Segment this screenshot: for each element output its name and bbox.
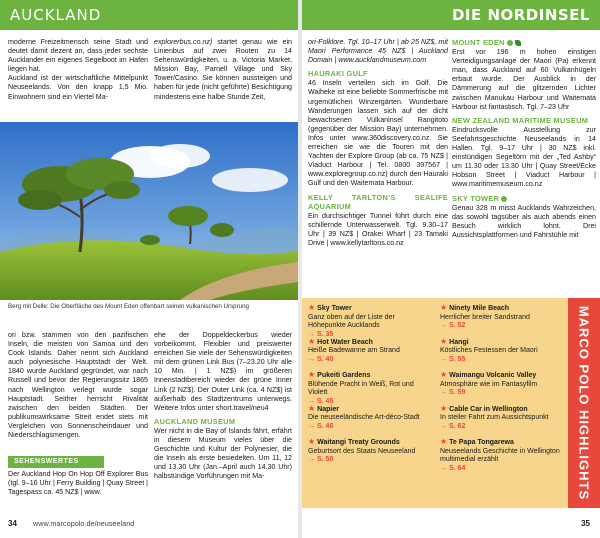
right-page (302, 0, 600, 538)
mount-eden-heading (452, 38, 596, 47)
highlight-title: Sky Tower (317, 305, 352, 312)
maritime-museum-heading: NEW ZEALAND MARITIME MUSEUM (452, 115, 589, 125)
highlight-title: Ninety Mile Beach (449, 305, 510, 312)
star-icon: ★ (308, 370, 316, 379)
sehenswertes-text: Der Auckland Hop On Hop Off Explorer Bus (tgl. 9–16 Uhr | Ferry Building | Quay Street | Tagespass ca. 45 NZ$ | www. (8, 470, 148, 497)
highlight-page-ref-text: S. 35 (317, 330, 334, 338)
left-footer (8, 519, 134, 528)
left-col1-paragraph-2: Auckland ist der wirtschaftliche Mittelpunkt Neuseelands. Von den knapp 1,5 Mio. Einwohnern sind ein Viertel Ma- (8, 74, 148, 101)
highlight-title: Te Papa Tongarewa (449, 439, 514, 446)
left-col1-paragraph-1: moderne Freizeitmensch seine Stadt und deutet damit dezent an, dass jeder sechste Aucklander ein eigenes Segelboot im Hafen liegen hat. (8, 38, 148, 74)
highlight-page-ref[interactable] (308, 456, 434, 465)
highlight-page-ref[interactable] (440, 389, 566, 398)
hauraki-gulf-text: 46 Inseln verteilen sich im Golf. Die Waiheke ist eine beliebte Sommerfrische mit urgemütlichen Winzergärten. Wunderbare Wanderungen lassen sich auf der dicht bewachsenen Vulkaninsel Rangitoto (gegenüber der Mission Bay) unternehmen. Infos unter www.360discovery.co.nz. Sie erreichen sie wie die Touren mit den Yachten der Explore Group (ab ca. 75 NZ$ | Viaduct Harbour | Tel. 0800 397567 | www.exploregroup.co.nz) durch den Hauraki Gulf und den Waitemata Harbour. (308, 79, 448, 188)
arrow-right-icon: → (308, 355, 315, 363)
right-page-number: 35 (581, 519, 590, 528)
sky-tower-text: Genau 328 m misst Aucklands Wahrzeichen, das sowohl tagsüber als auch abends einen Besuch wirklich lohnt. Drei Aussichtsplattformen und Fahrstühle mit (452, 203, 596, 239)
arrow-right-icon: → (308, 456, 315, 464)
left-column-1-top (8, 38, 148, 102)
right-column-2 (452, 38, 596, 240)
highlight-item[interactable] (308, 438, 434, 472)
highlight-description: Geburtsort des Staats Neuseeland (308, 447, 416, 455)
highlight-item[interactable] (308, 304, 434, 338)
star-icon: ★ (440, 370, 448, 379)
highlight-item[interactable] (440, 371, 566, 405)
highlights-column-2 (440, 304, 566, 472)
highlight-item[interactable] (308, 338, 434, 372)
highlight-page-ref-text: S. 59 (449, 389, 466, 397)
left-column-1-bottom: ori bzw. stammen von den pazifischen Inseln, die meisten von Samoa und den Cook Islands. Daher nennt sich Auckland auch polynesische Hauptstadt der Welt. 1840 wurde Auckland gegründet, war nach Russell und bevor der Regierungssitz 1865 nach Wellington verlegt wurde sogar Hauptstadt. Seither herrscht Rivalität zwischen den beiden Städten. Der publikumswirksame Streit endet stets mit Vergleichen von Sonnenscheindauer und Niederschlagsmengen. (8, 331, 148, 440)
arrow-right-icon: → (440, 422, 447, 430)
right-column-1 (308, 38, 448, 248)
green-dot-icon (507, 40, 513, 46)
green-dot-icon (501, 196, 507, 202)
highlight-description: Atmosphäre wie im Fantasyfilm (440, 380, 538, 388)
kelly-tarltons-text: Ein durchsichtiger Tunnel führt durch eine schillernde Unterwasserwelt. Tgl. 9.30–17 Uhr | 39 NZ$ | Orakei Wharf | 23 Tamaki Drive | www.kellytarltons.co.nz (308, 211, 448, 247)
leaf-icon (515, 40, 521, 46)
highlight-title: Hot Water Beach (317, 338, 373, 346)
maritime-museum-text: Eindrucksvolle Ausstellung zur Seefahrtsgeschichte Neuseelands in 14 Hallen. Tgl. 9–17 Uhr | 30 NZ$ inkl. einstündigen Segeltörn mit der „Ted Ashby“ um 11.30 oder 13.30 Uhr | Quay Street/Ecke Hobson Street | Viaduct Harbour | www.maritimemuseum.co.nz (452, 125, 596, 189)
left-col2-bottom-paragraph: ehe der Doppeldeckerbus wieder vorbeikommt. Flexibler und preiswerter erreichen Sie viele der Sehenswürdigkeiten mit dem grünen Link Bus (7–23.20 Uhr alle 10 Min. | 1 NZ$) im größeren Innenstadtbereich wieder der grüne Inner Link (2 NZ$). Der Outer Link (ca. 4 NZ$) ist außerhalb des Stadtzentrums unterwegs. Weitere Infos unter short.travel/neu4 (154, 331, 292, 412)
arrow-right-icon: → (440, 355, 447, 363)
star-icon: ★ (440, 303, 448, 312)
highlight-description: Die neuseeländische Art-déco-Stadt (308, 414, 420, 422)
star-icon: ★ (308, 403, 316, 413)
left-page (0, 0, 298, 538)
highlight-description: Herrlicher breiter Sandstrand (440, 313, 530, 321)
star-icon: ★ (440, 403, 448, 413)
highlight-page-ref-text: S. 50 (317, 456, 334, 464)
kelly-tarltons-heading: KELLY TARLTON’S SEALIFE AQUARIUM (308, 192, 448, 211)
highlight-title: Pukeiti Gardens (317, 372, 371, 379)
highlight-description: Neuseelands Geschichte in Wellington multimedial erzählt (440, 447, 560, 464)
star-icon: ★ (308, 336, 316, 346)
highlight-page-ref-text: S. 46 (317, 422, 334, 430)
highlight-page-ref[interactable] (440, 465, 566, 474)
highlight-page-ref[interactable] (308, 423, 434, 432)
mount-eden-photo (0, 122, 298, 300)
mount-eden-text: Erst vor 196 m hohen einstigen Verteidigungsanlage der Maori (Pa) erkennt man, dass Auckland auf 60 Vulkanhügeln erbaut wurde. Der Ausblick in der Dämmerung auf die glitzernden Lichter zwischen Manukau Harbour und Waitemata Harbour ist fantastisch. Tgl. 7–23 Uhr (452, 48, 596, 111)
star-icon: ★ (440, 437, 448, 446)
arrow-right-icon: → (440, 464, 447, 472)
highlight-page-ref-text: S. 62 (449, 422, 466, 430)
auckland-museum-heading: AUCKLAND MUSEUM (154, 416, 236, 426)
highlight-title: Waimangu Volcanic Valley (449, 372, 537, 379)
highlight-description: Köstliches Festessen der Maori (440, 347, 538, 355)
left-col2-paragraph: startet genau wie ein Linienbus auf zwei Routen zu 14 Sehenswürdigkeiten, u. a. Victoria Market, Mission Bay, Parnell Village und Sky Tower/Casino. Sie können aussteigen und haben für jede (nicht geführte) Besichtigung mindestens eine halbe Stunde Zeit, (154, 38, 292, 101)
left-header-title: AUCKLAND (10, 6, 102, 24)
highlight-page-ref-text: S. 64 (449, 464, 466, 472)
left-col2-italic-link: explorerbus.co.nz) (154, 38, 213, 46)
highlight-description: Blühende Pracht in Weiß, Rot und Violett (308, 380, 414, 397)
highlight-description: Heiße Badewanne am Strand (308, 347, 400, 355)
highlight-page-ref-text: S. 55 (449, 355, 466, 363)
star-icon: ★ (308, 303, 316, 312)
highlight-title: Napier (317, 405, 339, 413)
highlight-page-ref[interactable] (308, 356, 434, 365)
right-footer (581, 519, 590, 528)
auckland-museum-text: Wer nicht in die Bay of Islands fährt, erfährt in diesem Museum vieles über die Geschichte und Kultur der Polynesier, die die Inseln als erste besiedelten. Um 11, 12 und 13.30 Uhr (Jan.–April auch 14.30 Uhr) halbstündige Vorführungen mit Ma- (154, 426, 292, 481)
left-page-number: 34 (8, 519, 17, 528)
highlight-item[interactable] (440, 338, 566, 372)
hauraki-gulf-heading: HAURAKI GULF (308, 69, 368, 79)
highlight-title: Hangi (449, 338, 469, 346)
mount-eden-heading-text: MOUNT EDEN (452, 38, 505, 47)
highlights-box (302, 298, 600, 508)
highlight-page-ref[interactable] (440, 356, 566, 365)
left-column-2-top (154, 38, 292, 102)
footer-url[interactable]: www.marcopolo.de/neuseeland (32, 519, 135, 528)
highlight-item[interactable] (440, 438, 566, 472)
star-icon: ★ (440, 336, 448, 346)
highlight-title: Cable Car in Wellington (449, 405, 528, 413)
arrow-right-icon: → (440, 389, 447, 397)
highlight-page-ref-text: S. 52 (449, 322, 466, 330)
right-col1-top-text: ori-Folklore. Tgl. 10–17 Uhr | ab 25 NZ$, mit Maori Performance 45 NZ$ | Auckland Domain | www.aucklandmuseum.com (308, 38, 448, 65)
highlight-item[interactable] (440, 304, 566, 338)
sky-tower-heading (452, 194, 596, 203)
highlight-item[interactable] (308, 405, 434, 439)
highlight-description: In steiler Fahrt zum Aussichtspunkt (440, 414, 549, 422)
highlights-side-label (568, 298, 600, 508)
arrow-right-icon: → (308, 397, 315, 405)
arrow-right-icon: → (308, 330, 315, 338)
right-page-header (302, 0, 600, 30)
star-icon: ★ (308, 437, 316, 446)
highlight-item[interactable] (308, 371, 434, 405)
highlight-page-ref[interactable] (440, 423, 566, 432)
highlight-page-ref[interactable] (440, 322, 566, 331)
arrow-right-icon: → (308, 422, 315, 430)
highlights-column-1 (308, 304, 434, 472)
highlight-page-ref-text: S. 40 (317, 355, 334, 363)
highlight-title: Waitangi Treaty Grounds (317, 439, 400, 446)
highlight-item[interactable] (440, 405, 566, 439)
left-page-header (0, 0, 298, 30)
sehenswertes-bar: SEHENSWERTES (8, 456, 104, 468)
sky-tower-heading-text: SKY TOWER (452, 193, 500, 203)
left-column-2-bottom (154, 331, 292, 482)
highlights-label: MARCO POLO HIGHLIGHTS (576, 305, 592, 501)
arrow-right-icon: → (440, 322, 447, 330)
highlight-page-ref-text: S. 45 (317, 397, 334, 405)
right-header-title: DIE NORDINSEL (451, 6, 590, 24)
photo-caption: Berg mit Delle: Die Oberfläche des Mount Eden offenbart seinen vulkanischen Ursprung (8, 303, 249, 310)
highlight-description: Ganz oben auf der Liste der Höhepunkte Aucklands (308, 313, 395, 330)
